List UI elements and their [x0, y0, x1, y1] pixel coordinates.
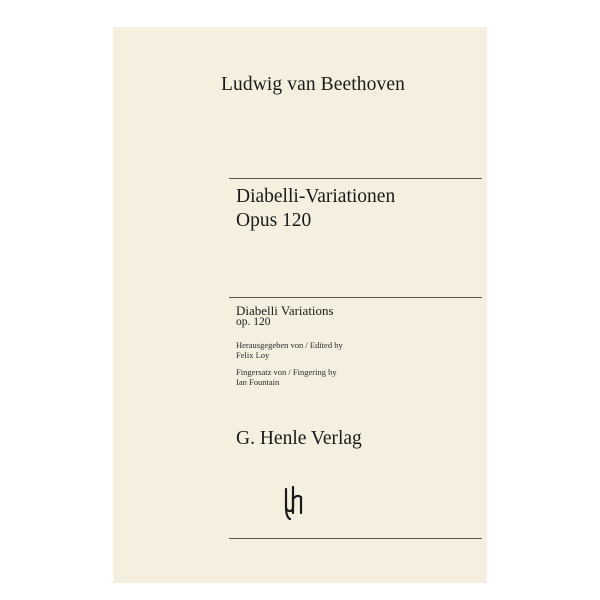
divider-bottom — [229, 538, 482, 539]
editor-name: Felix Loy — [236, 350, 270, 360]
publisher-name: G. Henle Verlag — [236, 428, 362, 449]
work-title-english: Diabelli Variations — [236, 303, 334, 318]
henle-gh-logo-icon — [281, 483, 307, 523]
opus-number-english: op. 120 — [236, 316, 271, 328]
score-cover — [113, 27, 487, 583]
fingering-name: Ian Fountain — [236, 377, 280, 387]
fingering-label: Fingersatz von / Fingering by — [236, 367, 337, 377]
composer-name: Ludwig van Beethoven — [221, 74, 405, 95]
opus-number-german: Opus 120 — [236, 210, 312, 231]
divider-top — [229, 178, 482, 179]
editor-label: Herausgegeben von / Edited by — [236, 340, 343, 350]
work-title-german: Diabelli-Variationen — [236, 186, 396, 207]
divider-middle — [229, 297, 482, 298]
